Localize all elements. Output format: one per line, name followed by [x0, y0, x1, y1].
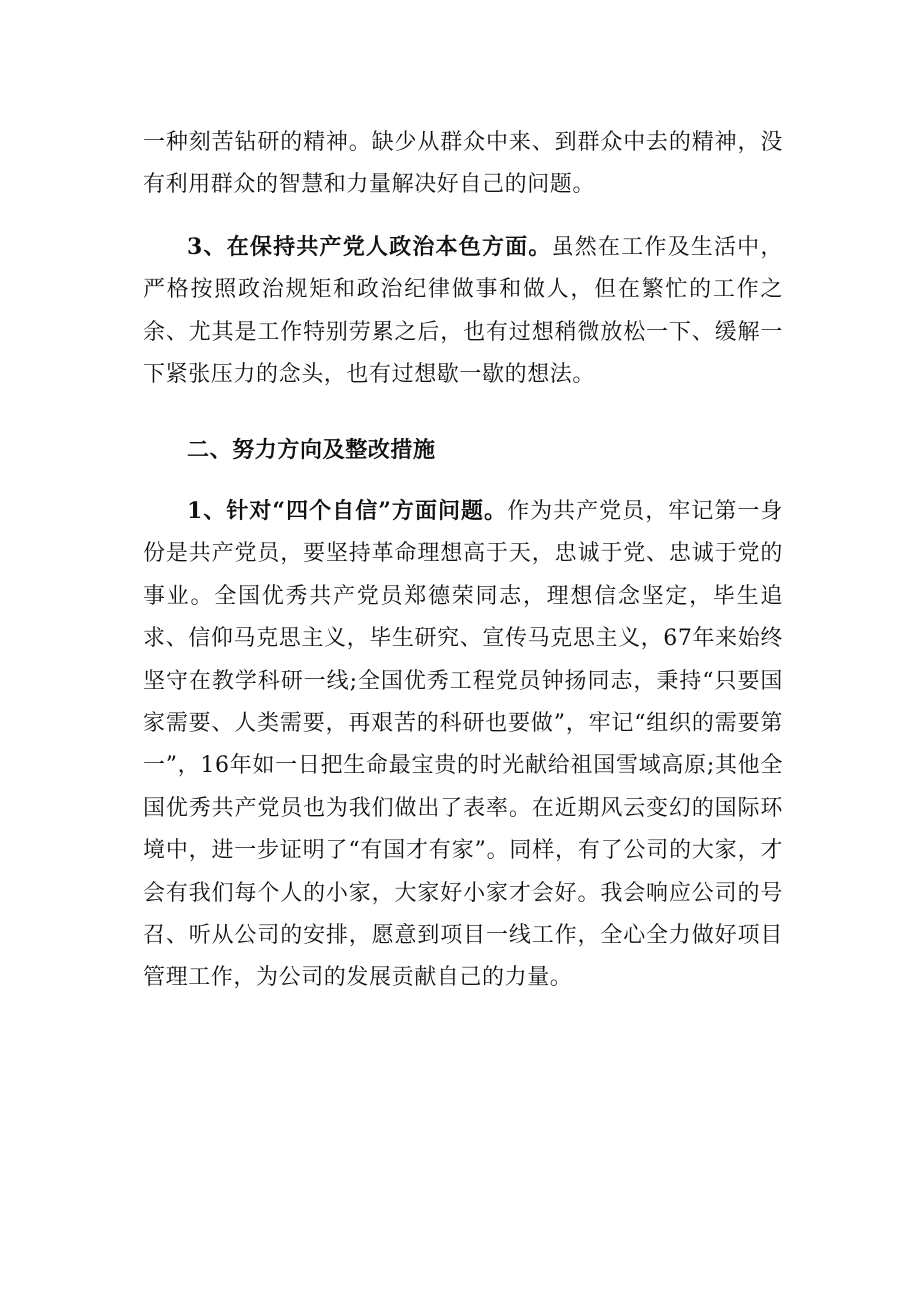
paragraph-body: 作为共产党员，牢记第一身份是共产党员，要坚持革命理想高于天，忠诚于党、忠诚于党的事业。全国优秀共产党员郑德荣同志，理想信念坚定，毕生追求、信仰马克思主义，毕生研究、宣传马克思主义，67年来始终坚守在教学科研一线;全国优秀工程党员钟扬同志，秉持“只要国家需要、人类需要，再艰苦的科研也要做”，牢记“组织的需要第一”，16年如一日把生命最宝贵的时光献给祖国雪域高原;其他全国优秀共产党员也为我们做出了表率。在近期风云变幻的国际环境中，进一步证明了“有国才有家”。同样，有了公司的大家，才会有我们每个人的小家，大家好小家才会好。我会响应公司的号召、听从公司的安排，愿意到项目一线工作，全心全力做好项目管理工作，为公司的发展贡献自己的力量。: [143, 499, 783, 991]
paragraph-continuation: [143, 122, 783, 207]
paragraph-text: 一种刻苦钻研的精神。缺少从群众中来、到群众中去的精神，没有利用群众的智慧和力量解决好自己的问题。: [143, 130, 783, 198]
section-heading-text: 二、努力方向及整改措施: [187, 437, 436, 463]
paragraph-four-confidences: [143, 490, 783, 1000]
paragraph-lead-heading: 1、针对“四个自信”方面问题。: [187, 498, 508, 524]
section-heading: [143, 429, 783, 471]
paragraph-lead-heading: 3、在保持共产党人政治本色方面。: [187, 234, 552, 260]
paragraph-body: 虽然在工作及生活中，严格按照政治规矩和政治纪律做事和做人，但在繁忙的工作之余、尤其是工作特别劳累之后，也有过想稍微放松一下、缓解一下紧张压力的念头，也有过想歇一歇的想法。: [143, 235, 783, 388]
paragraph-political-character: [143, 226, 783, 397]
